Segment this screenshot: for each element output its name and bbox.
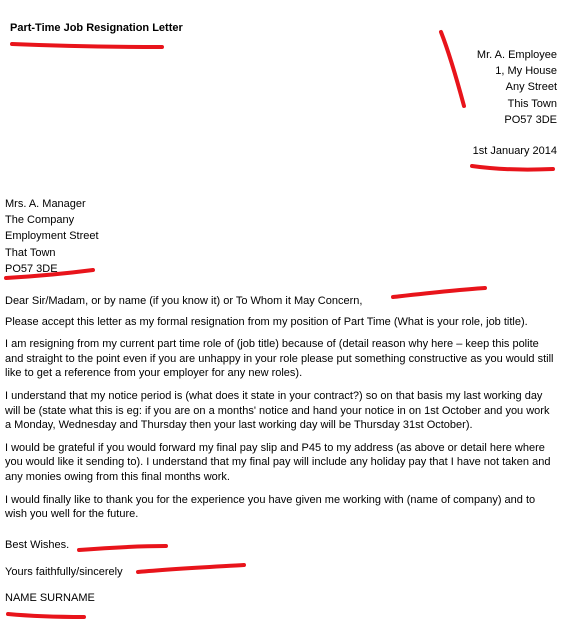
underline-date-mark	[472, 166, 553, 170]
paragraph-notice-period: I understand that my notice period is (what does it state in your contract?) so on that basis my last working day will be (state what this is eg: if you are on a months' notice and hand your notice in on 1st October and you work a Monday, Wednesday and Thursday then your last working day will be Thursday 31st October).	[5, 389, 550, 432]
recipient-town: That Town	[5, 246, 56, 259]
underline-wishes-mark	[79, 546, 166, 550]
underline-name-mark	[8, 614, 84, 617]
letter-date: 1st January 2014	[472, 145, 557, 157]
paragraph-reason: I am resigning from my current part time role of (job title) because of (detail reason why here – keep this polite and straight to the point even if you are unhappy in your role please put something constructive as you would still like to get a reference from your employer for any new roles).	[5, 338, 554, 380]
best-wishes: Best Wishes.	[5, 539, 70, 551]
sender-house: 1, My House	[495, 65, 557, 78]
sender-town: This Town	[507, 97, 557, 110]
recipient-street: Employment Street	[5, 230, 99, 243]
sender-street: Any Street	[505, 81, 557, 94]
paragraph-final-pay: I would be grateful if you would forward my final pay slip and P45 to my address (as above or detail here where you would like it sending to). I understand that my final pay will include any holiday pay that I have not taken and any monies owing from this final months work.	[5, 441, 551, 483]
paragraph-resignation: Please accept this letter as my formal resignation from my position of Part Time (What is your role, job title).	[5, 315, 528, 328]
underline-title-mark	[12, 44, 162, 47]
closing-line: Yours faithfully/sincerely	[5, 566, 123, 578]
recipient-postcode: PO57 3DE	[5, 262, 58, 275]
underline-closing-mark	[138, 565, 244, 572]
recipient-company: The Company	[5, 214, 75, 227]
sender-postcode: PO57 3DE	[504, 113, 557, 126]
signature-name: NAME SURNAME	[5, 592, 95, 604]
sender-address	[357, 47, 557, 128]
paragraph-thanks: I would finally like to thank you for the experience you have given me working with (name of company) and to wish you well for the future.	[5, 493, 536, 521]
sender-name: Mr. A. Employee	[476, 49, 557, 61]
letter-body	[5, 294, 557, 530]
letter-title: Part-Time Job Resignation Letter	[10, 22, 183, 34]
salutation: Dear Sir/Madam, or by name (if you know it) or To Whom it May Concern,	[5, 295, 363, 307]
recipient-address	[5, 196, 99, 277]
recipient-name: Mrs. A. Manager	[5, 198, 86, 210]
